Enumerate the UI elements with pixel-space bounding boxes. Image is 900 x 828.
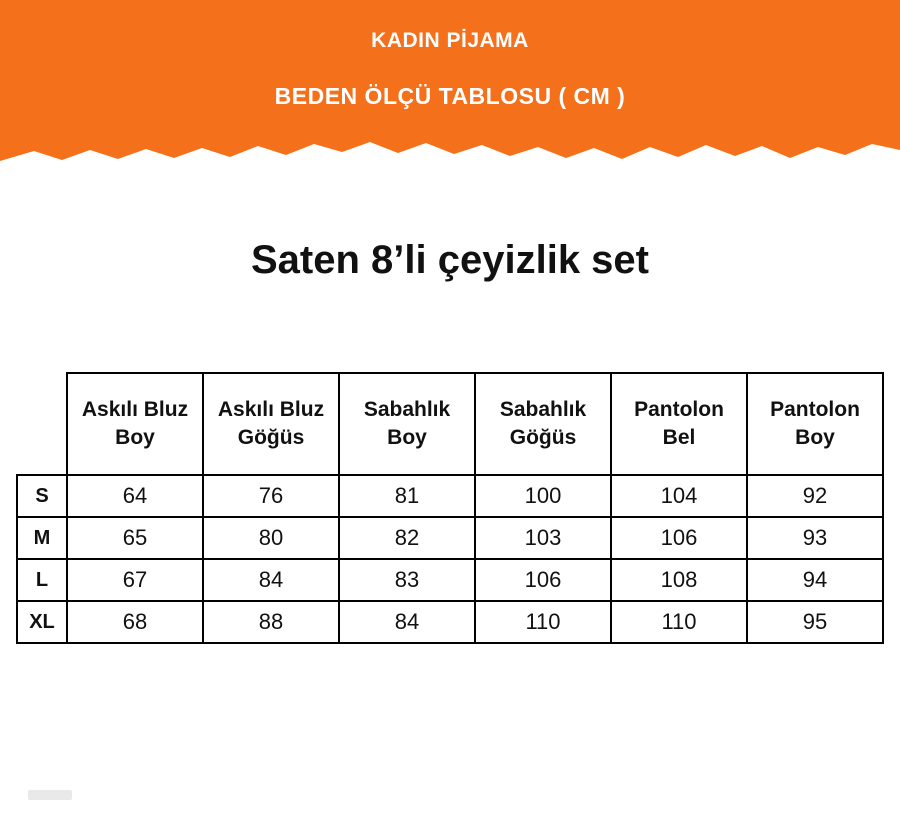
cell-value: 68 <box>67 601 203 643</box>
banner-title-line1: KADIN PİJAMA <box>371 29 529 52</box>
cell-value: 92 <box>747 475 883 517</box>
column-header-sabahlik-gogus <box>475 373 611 475</box>
column-header-line2: Bel <box>662 426 696 449</box>
column-header-line1: Pantolon <box>770 398 860 422</box>
size-chart-table-wrapper <box>16 372 884 644</box>
table-row <box>17 475 883 517</box>
cell-value: 67 <box>67 559 203 601</box>
column-header-line2: Boy <box>115 426 155 449</box>
table-body <box>17 475 883 643</box>
row-size-label: M <box>17 517 67 559</box>
page-bottom-artifact <box>28 790 72 800</box>
cell-value: 93 <box>747 517 883 559</box>
cell-value: 110 <box>475 601 611 643</box>
row-size-label: S <box>17 475 67 517</box>
table-header <box>17 373 883 475</box>
cell-value: 80 <box>203 517 339 559</box>
banner-title-line2: BEDEN ÖLÇÜ TABLOSU ( CM ) <box>274 83 626 110</box>
page-title: Saten 8’li çeyizlik set <box>251 238 649 282</box>
column-header-askili-bluz-gogus <box>203 373 339 475</box>
row-size-label: L <box>17 559 67 601</box>
column-header-line1: Askılı Bluz <box>217 398 325 422</box>
column-header-line1: Askılı Bluz <box>81 398 189 422</box>
cell-value: 82 <box>339 517 475 559</box>
cell-value: 110 <box>611 601 747 643</box>
cell-value: 106 <box>611 517 747 559</box>
column-header-line1: Sabahlık <box>363 398 451 422</box>
cell-value: 64 <box>67 475 203 517</box>
table-header-row <box>17 373 883 475</box>
table-row <box>17 601 883 643</box>
column-header-line1: Pantolon <box>634 398 724 422</box>
column-header-sabahlik-boy <box>339 373 475 475</box>
column-header-line2: Boy <box>387 426 427 449</box>
column-header-askili-bluz-boy <box>67 373 203 475</box>
cell-value: 84 <box>203 559 339 601</box>
cell-value: 88 <box>203 601 339 643</box>
cell-value: 106 <box>475 559 611 601</box>
table-corner-cell <box>17 373 67 475</box>
row-size-label: XL <box>17 601 67 643</box>
table-row <box>17 517 883 559</box>
cell-value: 76 <box>203 475 339 517</box>
cell-value: 100 <box>475 475 611 517</box>
column-header-line1: Sabahlık <box>499 398 587 422</box>
column-header-pantolon-bel <box>611 373 747 475</box>
column-header-line2: Göğüs <box>237 426 305 449</box>
column-header-line2: Boy <box>795 426 835 449</box>
header-banner <box>0 0 900 175</box>
column-header-line2: Göğüs <box>509 426 577 449</box>
cell-value: 65 <box>67 517 203 559</box>
cell-value: 108 <box>611 559 747 601</box>
column-header-pantolon-boy <box>747 373 883 475</box>
cell-value: 104 <box>611 475 747 517</box>
cell-value: 83 <box>339 559 475 601</box>
table-row <box>17 559 883 601</box>
size-chart-table <box>16 372 884 644</box>
cell-value: 81 <box>339 475 475 517</box>
cell-value: 103 <box>475 517 611 559</box>
cell-value: 84 <box>339 601 475 643</box>
cell-value: 94 <box>747 559 883 601</box>
cell-value: 95 <box>747 601 883 643</box>
